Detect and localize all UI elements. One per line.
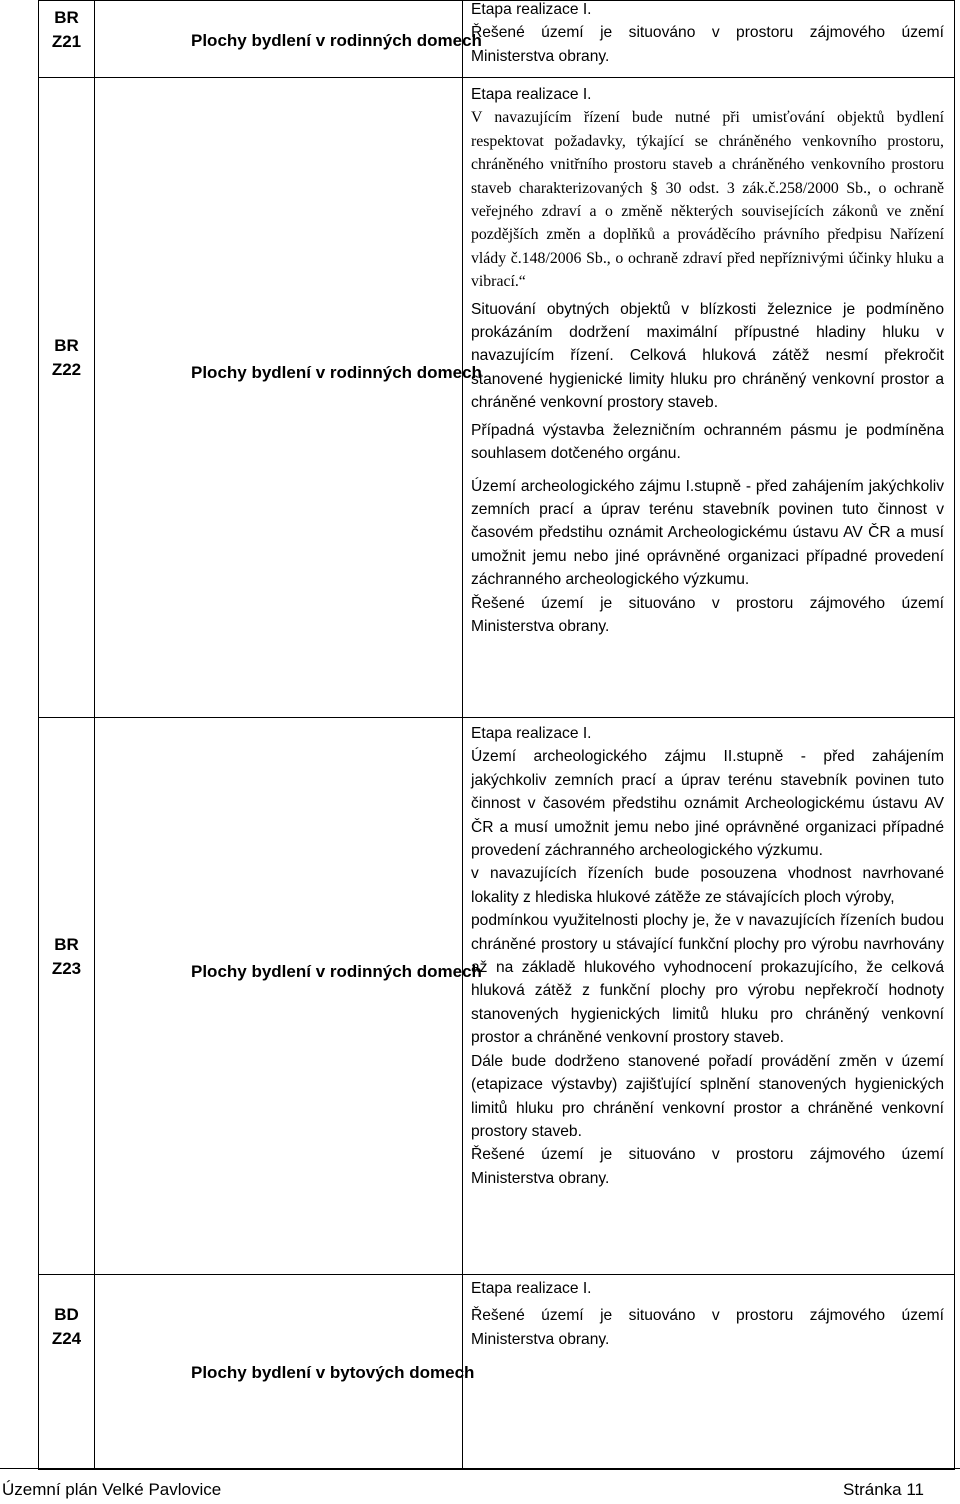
paragraph: Řešené území je situováno v prostoru zájmového území Ministerstva obrany. (471, 594, 944, 635)
area-type-code: BD (54, 1305, 79, 1324)
area-type-code: BR (54, 8, 79, 27)
table-row (39, 1275, 955, 1470)
paragraph: Území archeologického zájmu II.stupně - před zahájením jakýchkoliv zemních prací a úprav terénu stavebník povinen tuto činnost v časovém předstihu oznámit Archeologickému ústavu AV ČR a musí umožnit jemu nebo jiné oprávněné organizaci případné provedení záchranného archeologického výzkumu. (471, 748, 944, 860)
paragraph: Etapa realizace I. (471, 1280, 592, 1297)
area-id: Z21 (51, 32, 82, 51)
conditions-cell (463, 718, 955, 1275)
paragraph: Etapa realizace I. (471, 1, 592, 18)
area-code-cell (39, 1275, 95, 1470)
paragraph: Řešené území je situováno v prostoru zájmového území Ministerstva obrany. (471, 24, 944, 65)
area-type-code: BR (54, 935, 79, 954)
page-number: Stránka 11 (843, 1480, 924, 1499)
page-footer (0, 1468, 960, 1504)
area-id: Z24 (51, 1329, 82, 1348)
conditions-cell (463, 1, 955, 78)
conditions-cell (463, 1275, 955, 1470)
area-id: Z23 (51, 959, 82, 978)
paragraph: Etapa realizace I. (471, 725, 592, 742)
area-id: Z22 (51, 360, 82, 379)
paragraph: Území archeologického zájmu I.stupně - před zahájením jakýchkoliv zemních prací a úprav terénu stavebník povinen tuto činnost v časovém předstihu oznámit Archeologickému ústavu AV ČR a musí umožnit jemu nebo jiné oprávněné organizaci případné provedení záchranného archeologického výzkumu. (471, 477, 944, 589)
area-code-cell (39, 718, 95, 1275)
table-row (39, 1, 955, 78)
paragraph: Dále bude dodrženo stanovené pořadí provádění změn v území (etapizace výstavby) zajišťující splnění stanovených hygienických limitů hluku pro chránění venkovní prostor a chráněné venkovní prostory staveb. (471, 1052, 944, 1140)
table-row (39, 78, 955, 718)
paragraph: Řešené území je situováno v prostoru zájmového území Ministerstva obrany. (471, 1307, 944, 1348)
area-code-cell (39, 78, 95, 718)
paragraph: Případná výstavba železničním ochranném pásmu je podmíněna souhlasem dotčeného orgánu. (471, 421, 944, 463)
area-name-cell (95, 718, 482, 1275)
area-code-cell (39, 1, 95, 78)
document-title: Územní plán Velké Pavlovice (2, 1480, 222, 1499)
regulation-table (38, 0, 955, 1470)
conditions-cell (463, 78, 955, 718)
paragraph: Situování obytných objektů v blízkosti železnice je podmíněno prokázáním dodržení maximální přípustné hladiny hluku v navazujícím řízení. Celková hluková zátěž nesmí překročit stanovené hygienické limity hluku pro chráněný venkovní prostor a chráněné venkovní prostory staveb. (471, 300, 944, 412)
area-name-cell (95, 78, 482, 718)
area-name: Plochy bydlení v rodinných domech (191, 962, 482, 981)
table-row (39, 718, 955, 1275)
area-type-code: BR (54, 336, 79, 355)
paragraph: podmínkou využitelnosti plochy je, že v navazujících řízeních budou chráněné prostory u stávající funkční plochy pro výrobu navrhovány až na základě hlukového vyhodnocení prokazujícího, že celková hluková zátěž z funkční plochy pro výrobu nepřekročí hodnoty stanovených hygienických limitů hluku pro chráněný venkovní prostor a chráněné venkovní prostory staveb. (471, 912, 944, 1047)
area-name: Plochy bydlení v rodinných domech (191, 31, 482, 50)
area-name-cell (95, 1275, 475, 1470)
paragraph: v navazujících řízeních bude posouzena vhodnost navrhované lokality z hlediska hlukové zátěže ze stávajících ploch výroby, (471, 865, 944, 906)
area-name-cell (95, 1, 482, 78)
area-name: Plochy bydlení v rodinných domech (191, 363, 482, 382)
paragraph: V navazujícím řízení bude nutné při umisťování objektů bydlení respektovat požadavky, týkající se chráněného venkovního prostoru, chráněného vnitřního prostoru staveb a chráněného venkovního prostoru staveb charakterizovaných § 30 odst. 3 zák.č.258/2000 Sb., o ochraně veřejného zdraví a o změně některých souvisejících zákonů ve znění pozdějších změn a doplňků a prováděcího právního předpisu Nařízení vlády č.148/2006 Sb., o ochraně zdraví před nepříznivými účinky hluku a vibrací.“ (471, 109, 944, 291)
paragraph: Řešené území je situováno v prostoru zájmového území Ministerstva obrany. (471, 1146, 944, 1187)
paragraph: Etapa realizace I. (471, 86, 592, 103)
area-name: Plochy bydlení v bytových domech (191, 1363, 475, 1382)
